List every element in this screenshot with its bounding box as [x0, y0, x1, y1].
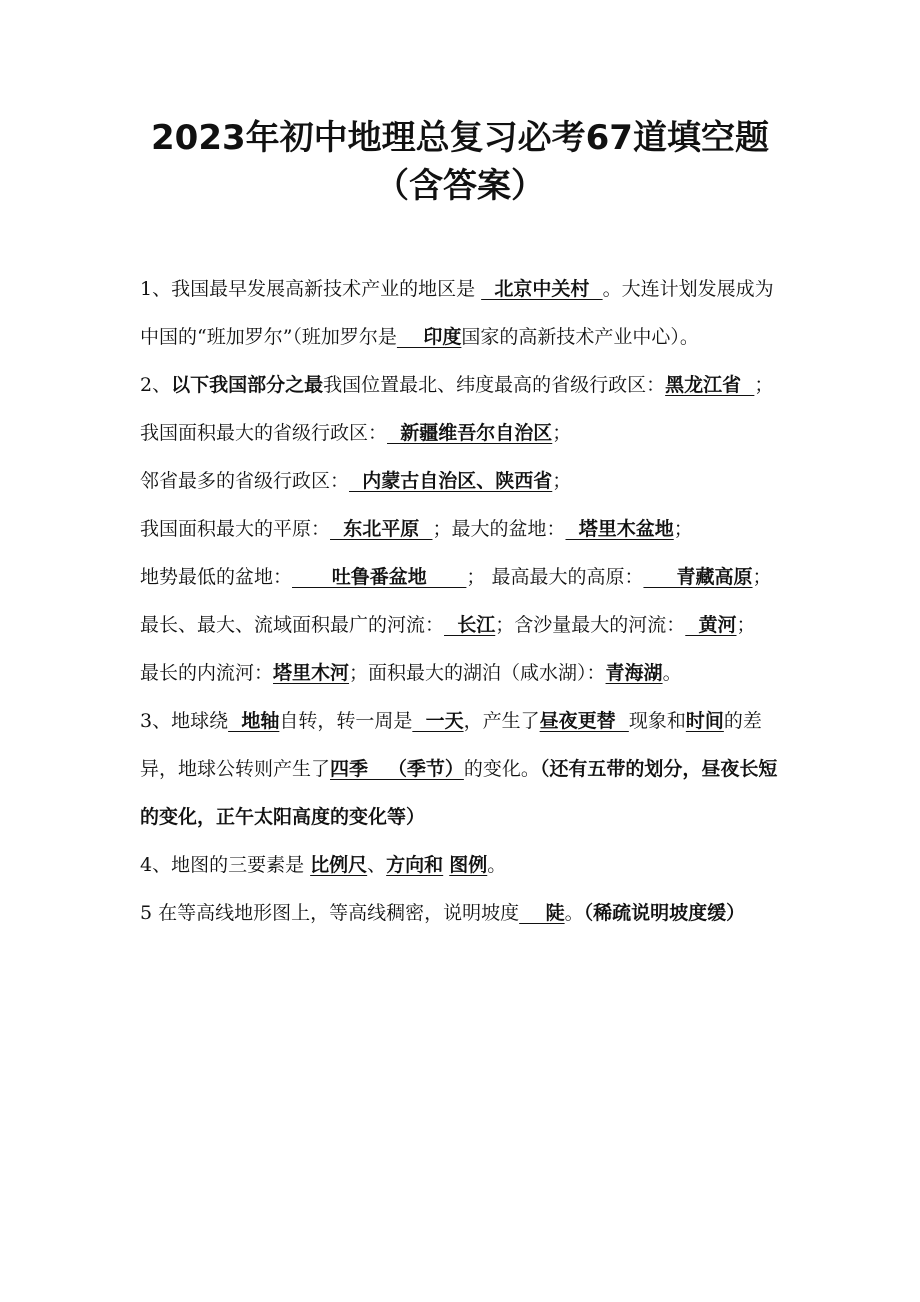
- answer-blank: 比例尺: [310, 854, 368, 876]
- answer-note: （稀疏说明坡度缓）: [583, 902, 746, 924]
- question-text: ；含沙量最大的河流：: [495, 614, 686, 636]
- question-text: ；: [736, 614, 756, 636]
- question-text: 国家的高新技术产业中心）。: [461, 326, 699, 348]
- question-text: 3、地球绕: [140, 710, 229, 732]
- question-text: ；: [752, 566, 772, 588]
- question-list: [140, 265, 780, 937]
- document-title: 2023年初中地理总复习必考67道填空题: [151, 118, 769, 158]
- question-text: 。: [564, 902, 584, 924]
- question-2-line-4: [140, 505, 780, 553]
- question-text: 、: [367, 854, 387, 876]
- question-text: 5 在等高线地形图上，等高线稠密，说明坡度: [140, 902, 520, 924]
- question-text: ；最大的盆地：: [432, 518, 566, 540]
- answer-note: （还有五带的划分，昼夜长短的变化，正午太阳高度的变化等）: [140, 758, 778, 828]
- question-2-line-3: [140, 457, 780, 505]
- question-text: 地势最低的盆地：: [140, 566, 293, 588]
- question-text: 2、: [140, 374, 172, 396]
- question-text: 我国位置最北、纬度最高的省级行政区：: [323, 374, 666, 396]
- answer-blank: 一天: [412, 710, 464, 732]
- question-2-line-6: [140, 601, 780, 649]
- answer-blank: 印度: [396, 326, 462, 348]
- document-subtitle: （含答案）: [375, 166, 545, 206]
- question-text: 。: [662, 662, 682, 684]
- question-text: 邻省最多的省级行政区：: [140, 470, 350, 492]
- answer-blank: 图例: [449, 854, 488, 876]
- question-text: 的变化。: [463, 758, 540, 780]
- answer-blank: 长江: [444, 614, 496, 636]
- question-text: ；面积最大的湖泊（咸水湖）：: [349, 662, 606, 684]
- question-3: [140, 697, 780, 841]
- question-2-line-7: [140, 649, 780, 697]
- question-text: ；: [754, 374, 774, 396]
- question-text: 。: [487, 854, 507, 876]
- answer-blank: 黑龙江省: [665, 374, 755, 396]
- answer-blank: 青海湖: [605, 662, 663, 684]
- answer-blank: 北京中关村: [481, 278, 603, 300]
- answer-blank: 吐鲁番盆地: [292, 566, 467, 588]
- question-text: 的差异，地球公转则产生了: [140, 710, 762, 780]
- question-5: [140, 889, 780, 937]
- answer-blank: 青藏高原: [643, 566, 753, 588]
- question-text: 最长、最大、流域面积最广的河流：: [140, 614, 445, 636]
- answer-blank: 地轴: [228, 710, 280, 732]
- question-text: 。大连计划发展成为中国的“班加罗尔”（班加罗尔是: [140, 278, 774, 348]
- question-heading: 以下我国部分之最: [171, 374, 324, 396]
- answer-blank: 陡: [519, 902, 565, 924]
- question-1: [140, 265, 780, 361]
- question-text: 1、我国最早发展高新技术产业的地区是: [140, 278, 482, 300]
- answer-blank: 塔里木河: [273, 662, 350, 684]
- question-4: [140, 841, 780, 889]
- question-text: ；: [552, 470, 572, 492]
- question-text: 我国面积最大的省级行政区：: [140, 422, 388, 444]
- question-text: 4、地图的三要素是: [140, 854, 311, 876]
- question-text: 自转，转一周是: [279, 710, 413, 732]
- question-2-line-2: [140, 409, 780, 457]
- answer-blank: 黄河: [685, 614, 737, 636]
- answer-blank: 时间: [685, 710, 724, 732]
- answer-blank: 塔里木盆地: [565, 518, 674, 540]
- question-2: [140, 361, 780, 409]
- question-text: ； 最高最大的高原：: [466, 566, 644, 588]
- answer-blank: 昼夜更替: [539, 710, 629, 732]
- answer-blank: 四季 （季节）: [330, 758, 464, 780]
- answer-blank: 内蒙古自治区、陕西省: [349, 470, 553, 492]
- question-text: ，产生了: [463, 710, 540, 732]
- question-2-line-5: [140, 553, 780, 601]
- question-text: 最长的内流河：: [140, 662, 274, 684]
- answer-blank: 东北平原: [330, 518, 433, 540]
- question-text: ；: [552, 422, 572, 444]
- question-text: 现象和: [628, 710, 686, 732]
- answer-blank: 方向和: [386, 854, 444, 876]
- answer-blank: 新疆维吾尔自治区: [387, 422, 553, 444]
- question-text: ；: [673, 518, 693, 540]
- question-text: 我国面积最大的平原：: [140, 518, 331, 540]
